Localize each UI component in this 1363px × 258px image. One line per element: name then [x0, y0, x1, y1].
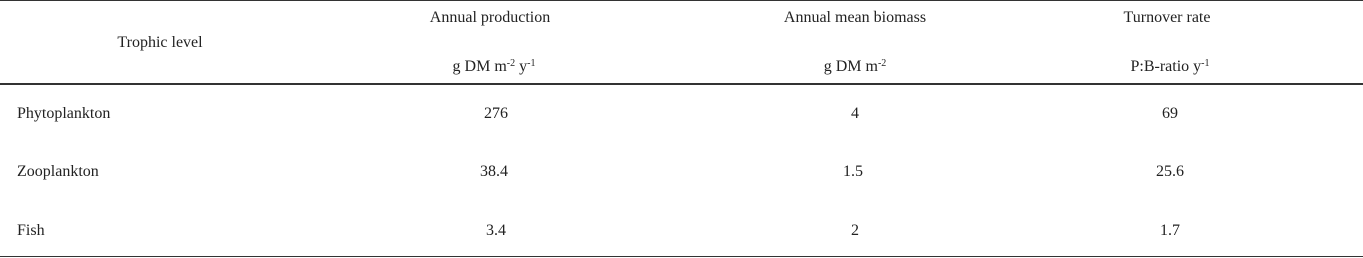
header-turnover-rate: Turnover rate [1123, 9, 1211, 26]
row-production: 3.4 [486, 222, 506, 239]
table-top-rule [0, 0, 1363, 1]
row-production: 276 [484, 105, 508, 122]
row-turnover: 1.7 [1160, 222, 1180, 239]
header-annual-production-unit: g DM $m^{-2}$ $y^{-1}$ [452, 58, 536, 75]
header-annual-mean-biomass-unit: g DM $m^{-2}$ [823, 58, 887, 75]
header-turnover-rate-unit: P:B-ratio $y^{-1}$ [1130, 58, 1210, 75]
header-trophic-level: Trophic level [117, 34, 203, 51]
row-turnover: 69 [1162, 105, 1178, 122]
row-trophic-level: Zooplankton [17, 163, 99, 180]
row-turnover: 25.6 [1156, 163, 1184, 180]
row-trophic-level: Phytoplankton [17, 105, 111, 122]
table-bottom-rule [0, 256, 1363, 257]
row-biomass: 2 [851, 222, 859, 239]
header-annual-mean-biomass: Annual mean biomass [783, 9, 927, 26]
header-annual-production: Annual production [429, 9, 551, 26]
row-biomass: 4 [851, 105, 859, 122]
row-biomass: 1.5 [843, 163, 863, 180]
row-production: 38.4 [480, 163, 508, 180]
table-header-rule [0, 83, 1363, 85]
row-trophic-level: Fish [17, 222, 45, 239]
